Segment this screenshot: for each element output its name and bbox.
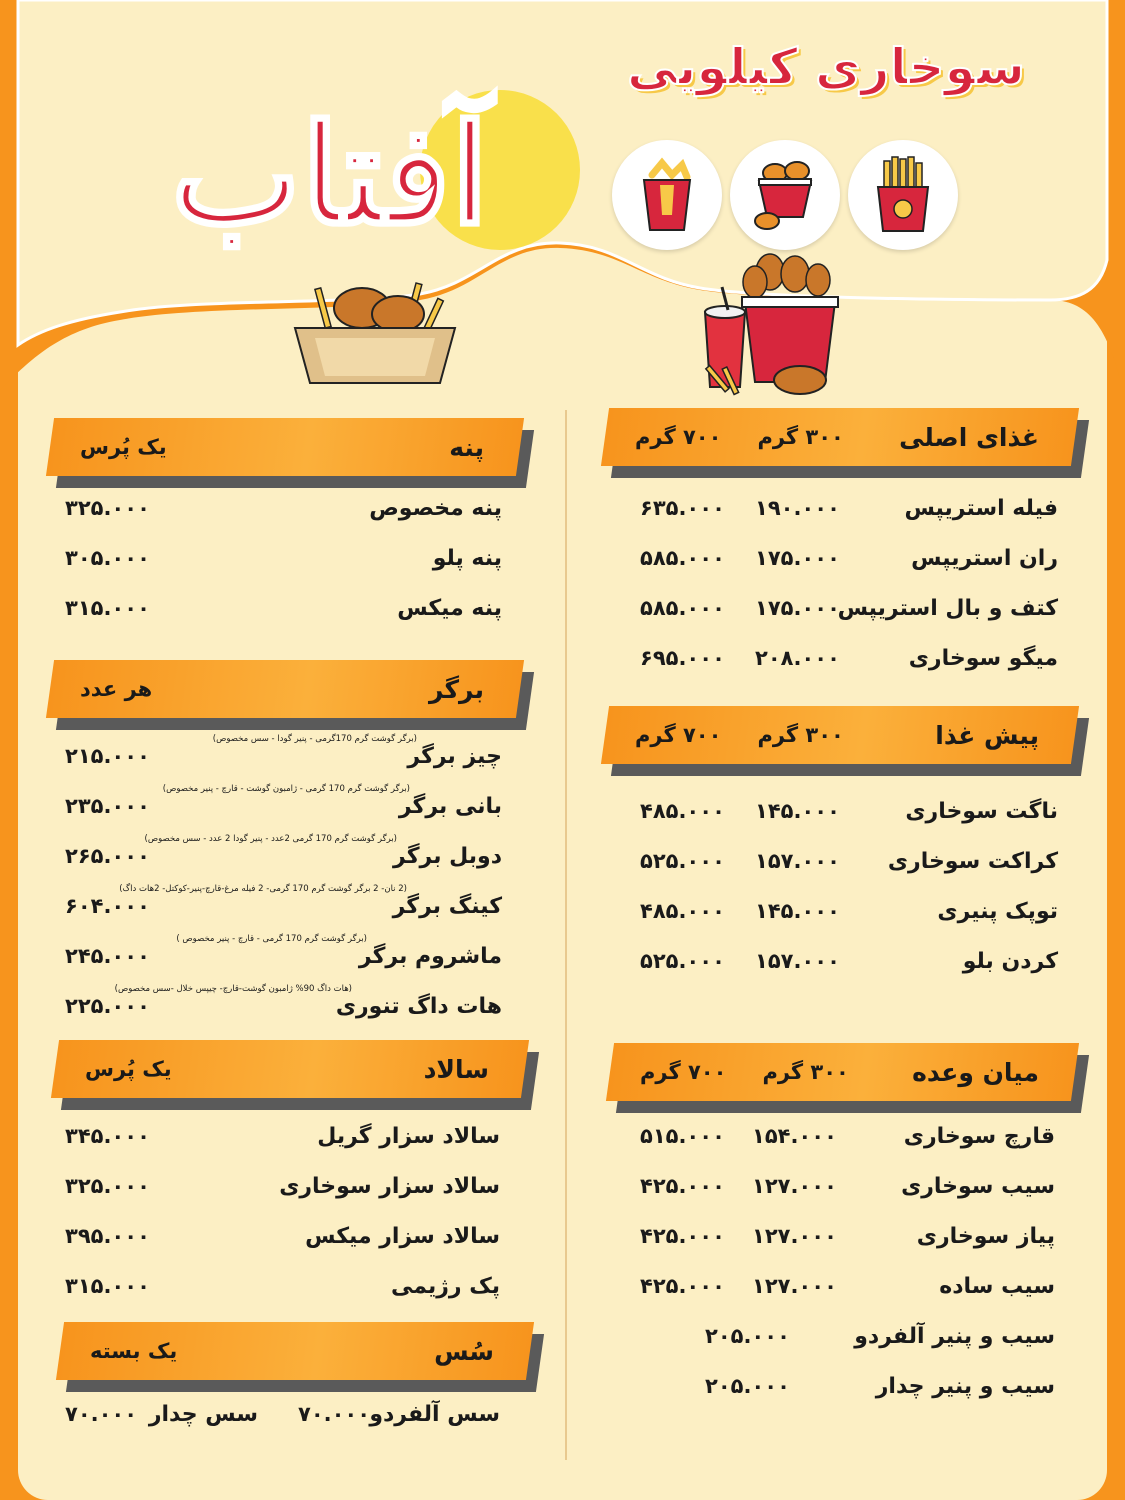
- item-name: پنه مخصوص: [369, 496, 502, 521]
- menu-item: [630, 1120, 1055, 1160]
- section-columns: [605, 723, 844, 747]
- column-300g: ۳۰۰ گرم: [757, 425, 844, 449]
- item-price-300: ۱۴۵.۰۰۰: [755, 799, 840, 823]
- item-description: (برگر گوشت گرم 170 گرمی 2عدد - پنیر گودا 2 عدد - سس مخصوص): [144, 834, 397, 844]
- menu-item: [65, 934, 502, 980]
- item-price-700: ۵۲۵.۰۰۰: [640, 849, 725, 873]
- item-price-700: ۵۲۵.۰۰۰: [640, 949, 725, 973]
- section-title: سالاد: [423, 1054, 489, 1084]
- menu-item: [630, 895, 1058, 935]
- section-appetizer: [605, 706, 1075, 764]
- item-price: ۷۰.۰۰۰: [298, 1402, 371, 1426]
- item-description: (برگر گوشت گرم 170 گرمی - ژامبون گوشت - قارچ - پنیر مخصوص): [162, 784, 410, 794]
- item-price: ۳۰۵.۰۰۰: [65, 546, 150, 570]
- section-title: میان وعده: [912, 1057, 1039, 1087]
- item-price-300: ۱۷۵.۰۰۰: [755, 596, 840, 620]
- menu-item: [65, 734, 502, 780]
- item-price: ۶۰۴.۰۰۰: [65, 894, 150, 918]
- column-300g: ۳۰۰ گرم: [757, 723, 844, 747]
- menu-item: [630, 592, 1058, 632]
- item-price: ۳۱۵.۰۰۰: [65, 1274, 150, 1298]
- section-sauce: [60, 1322, 530, 1380]
- menu-item: [65, 492, 502, 532]
- item-name: سس آلفردو: [369, 1402, 500, 1427]
- item-name: پنه میکس: [397, 596, 502, 621]
- section-title: پیش غذا: [935, 720, 1039, 750]
- item-name: سالاد سزار سوخاری: [279, 1174, 500, 1199]
- item-name: میگو سوخاری: [908, 646, 1058, 671]
- item-price-700: ۵۸۵.۰۰۰: [640, 546, 725, 570]
- item-price-300: ۱۲۷.۰۰۰: [752, 1224, 837, 1248]
- section-burger: [50, 660, 520, 718]
- item-price: ۳۲۵.۰۰۰: [65, 496, 150, 520]
- item-name: کردن بلو: [962, 949, 1058, 974]
- menu-item: [65, 1398, 500, 1438]
- item-price: ۳۴۵.۰۰۰: [65, 1124, 150, 1148]
- item-name: سیب سوخاری: [901, 1174, 1055, 1199]
- item-price-300: ۱۴۵.۰۰۰: [755, 899, 840, 923]
- menu-item: [630, 1170, 1055, 1210]
- item-name: کراکت سوخاری: [887, 849, 1058, 874]
- item-price: ۲۱۵.۰۰۰: [65, 744, 150, 768]
- item-price-700: ۶۳۵.۰۰۰: [640, 496, 725, 520]
- brand-subtitle: سوخاری کیلویی: [627, 38, 1025, 96]
- chicken-bucket-icon: [730, 140, 840, 250]
- item-name: سیب و پنیر چدار: [875, 1374, 1055, 1399]
- item-price-700: ۵۸۵.۰۰۰: [640, 596, 725, 620]
- item-price: ۳۱۵.۰۰۰: [65, 596, 150, 620]
- item-name: قارچ سوخاری: [903, 1124, 1055, 1149]
- item-name: سیب و پنیر آلفردو: [854, 1324, 1055, 1349]
- item-price: ۲۴۵.۰۰۰: [65, 944, 150, 968]
- menu-item: [630, 642, 1058, 682]
- item-name: توپک پنیری: [937, 899, 1058, 924]
- section-title: پنه: [449, 432, 484, 462]
- column-each: هر عدد: [80, 677, 153, 701]
- item-name: پنه پلو: [432, 546, 502, 571]
- item-name: ناگت سوخاری: [905, 799, 1058, 824]
- section-salad: [55, 1040, 525, 1098]
- item-price: ۲۶۵.۰۰۰: [65, 844, 150, 868]
- brand-logo: [90, 80, 560, 270]
- fries-box-icon: [848, 140, 958, 250]
- menu-item: [630, 945, 1058, 985]
- item-name: ران استریپس: [911, 546, 1058, 571]
- item-price-300: ۲۰۸.۰۰۰: [755, 646, 840, 670]
- item-name: دوبل برگر: [393, 844, 502, 869]
- item-name: فیله استریپس: [904, 496, 1058, 521]
- menu-item: [65, 1170, 500, 1210]
- item-price: ۳۹۵.۰۰۰: [65, 1224, 150, 1248]
- item-price-300: ۱۵۷.۰۰۰: [755, 849, 840, 873]
- item-price-300: ۱۲۷.۰۰۰: [752, 1174, 837, 1198]
- section-columns: [605, 425, 844, 449]
- item-name: هات داگ تنوری: [335, 994, 502, 1019]
- menu-item: [65, 834, 502, 880]
- item-price-700: ۵۱۵.۰۰۰: [640, 1124, 725, 1148]
- menu-item: [65, 884, 502, 930]
- column-package: یک بسته: [90, 1339, 178, 1363]
- menu-item: [630, 1270, 1055, 1310]
- menu-item: [630, 542, 1058, 582]
- column-divider: [565, 410, 567, 1460]
- item-name: سالاد سزار گریل: [317, 1124, 500, 1149]
- item-price-700: ۴۸۵.۰۰۰: [640, 799, 725, 823]
- item-name: بانی برگر: [398, 794, 502, 819]
- chicken-bucket-drink-icon: [700, 252, 845, 402]
- item-price-300: ۱۵۴.۰۰۰: [752, 1124, 837, 1148]
- item-name: پیاز سوخاری: [916, 1224, 1055, 1249]
- item-price-300: ۱۵۷.۰۰۰: [755, 949, 840, 973]
- item-name: سس چدار: [148, 1402, 258, 1427]
- item-name: کتف و بال استریپس: [837, 596, 1058, 621]
- item-name: ماشروم برگر: [358, 944, 502, 969]
- item-price: ۲۰۵.۰۰۰: [705, 1374, 790, 1398]
- section-columns: [50, 677, 152, 701]
- menu-item: [65, 984, 502, 1030]
- section-title: غذای اصلی: [899, 422, 1039, 452]
- item-price: ۲۲۵.۰۰۰: [65, 994, 150, 1018]
- item-price-700: ۴۲۵.۰۰۰: [640, 1274, 725, 1298]
- menu-item: [65, 1220, 500, 1260]
- item-price: ۷۰.۰۰۰: [65, 1402, 138, 1426]
- item-name: چیز برگر: [407, 744, 502, 769]
- section-columns: [60, 1339, 177, 1363]
- item-description: (برگر گوشت گرم 170گرمی - پنیر گودا - سس مخصوص): [212, 734, 417, 744]
- menu-item: [630, 1320, 1055, 1360]
- item-price: ۲۳۵.۰۰۰: [65, 794, 150, 818]
- menu-item: [630, 492, 1058, 532]
- section-main-food: [605, 408, 1075, 466]
- fries-bag-icon: [612, 140, 722, 250]
- item-name: کینگ برگر: [392, 894, 502, 919]
- menu-item: [65, 784, 502, 830]
- item-description: (2 نان- 2 برگر گوشت گرم 170 گرمی- 2 فیله مرغ-قارچ-پنیر-کوکتل- 2هات داگ): [119, 884, 407, 894]
- item-price-300: ۱۷۵.۰۰۰: [755, 546, 840, 570]
- menu-item: [630, 795, 1058, 835]
- column-700g: ۷۰۰ گرم: [635, 723, 722, 747]
- item-price-300: ۱۲۷.۰۰۰: [752, 1274, 837, 1298]
- column-portion: یک پُرس: [80, 435, 167, 459]
- section-title: برگر: [428, 674, 484, 704]
- column-300g: ۳۰۰ گرم: [762, 1060, 849, 1084]
- column-700g: ۷۰۰ گرم: [640, 1060, 727, 1084]
- brand-name: آفتاب: [171, 93, 489, 256]
- item-name: پک رژیمی: [390, 1274, 500, 1299]
- item-description: (هات داگ 90% ژامبون گوشت-قارچ- چیپس خلال -سس مخصوص): [114, 984, 352, 994]
- column-portion: یک پُرس: [85, 1057, 172, 1081]
- item-price: ۲۰۵.۰۰۰: [705, 1324, 790, 1348]
- item-price: ۳۲۵.۰۰۰: [65, 1174, 150, 1198]
- item-name: سالاد سزار میکس: [305, 1224, 500, 1249]
- menu-item: [630, 1370, 1055, 1410]
- menu-item: [65, 542, 502, 582]
- section-columns: [50, 435, 167, 459]
- item-price-700: ۴۲۵.۰۰۰: [640, 1174, 725, 1198]
- menu-item: [630, 845, 1058, 885]
- menu-item: [65, 1120, 500, 1160]
- item-price-700: ۴۸۵.۰۰۰: [640, 899, 725, 923]
- section-snack: [610, 1043, 1075, 1101]
- column-700g: ۷۰۰ گرم: [635, 425, 722, 449]
- menu-item: [65, 1270, 500, 1310]
- section-title: سُس: [434, 1336, 494, 1366]
- fried-chicken-tray-icon: [290, 268, 460, 398]
- item-price-700: ۴۲۵.۰۰۰: [640, 1224, 725, 1248]
- item-description: (برگر گوشت گرم 170 گرمی - قارچ - پنیر مخصوص ): [176, 934, 367, 944]
- item-price-700: ۶۹۵.۰۰۰: [640, 646, 725, 670]
- section-columns: [610, 1060, 849, 1084]
- item-name: سیب ساده: [939, 1274, 1055, 1299]
- section-columns: [55, 1057, 172, 1081]
- menu-item: [65, 592, 502, 632]
- menu-item: [630, 1220, 1055, 1260]
- item-price-300: ۱۹۰.۰۰۰: [755, 496, 840, 520]
- section-penne: [50, 418, 520, 476]
